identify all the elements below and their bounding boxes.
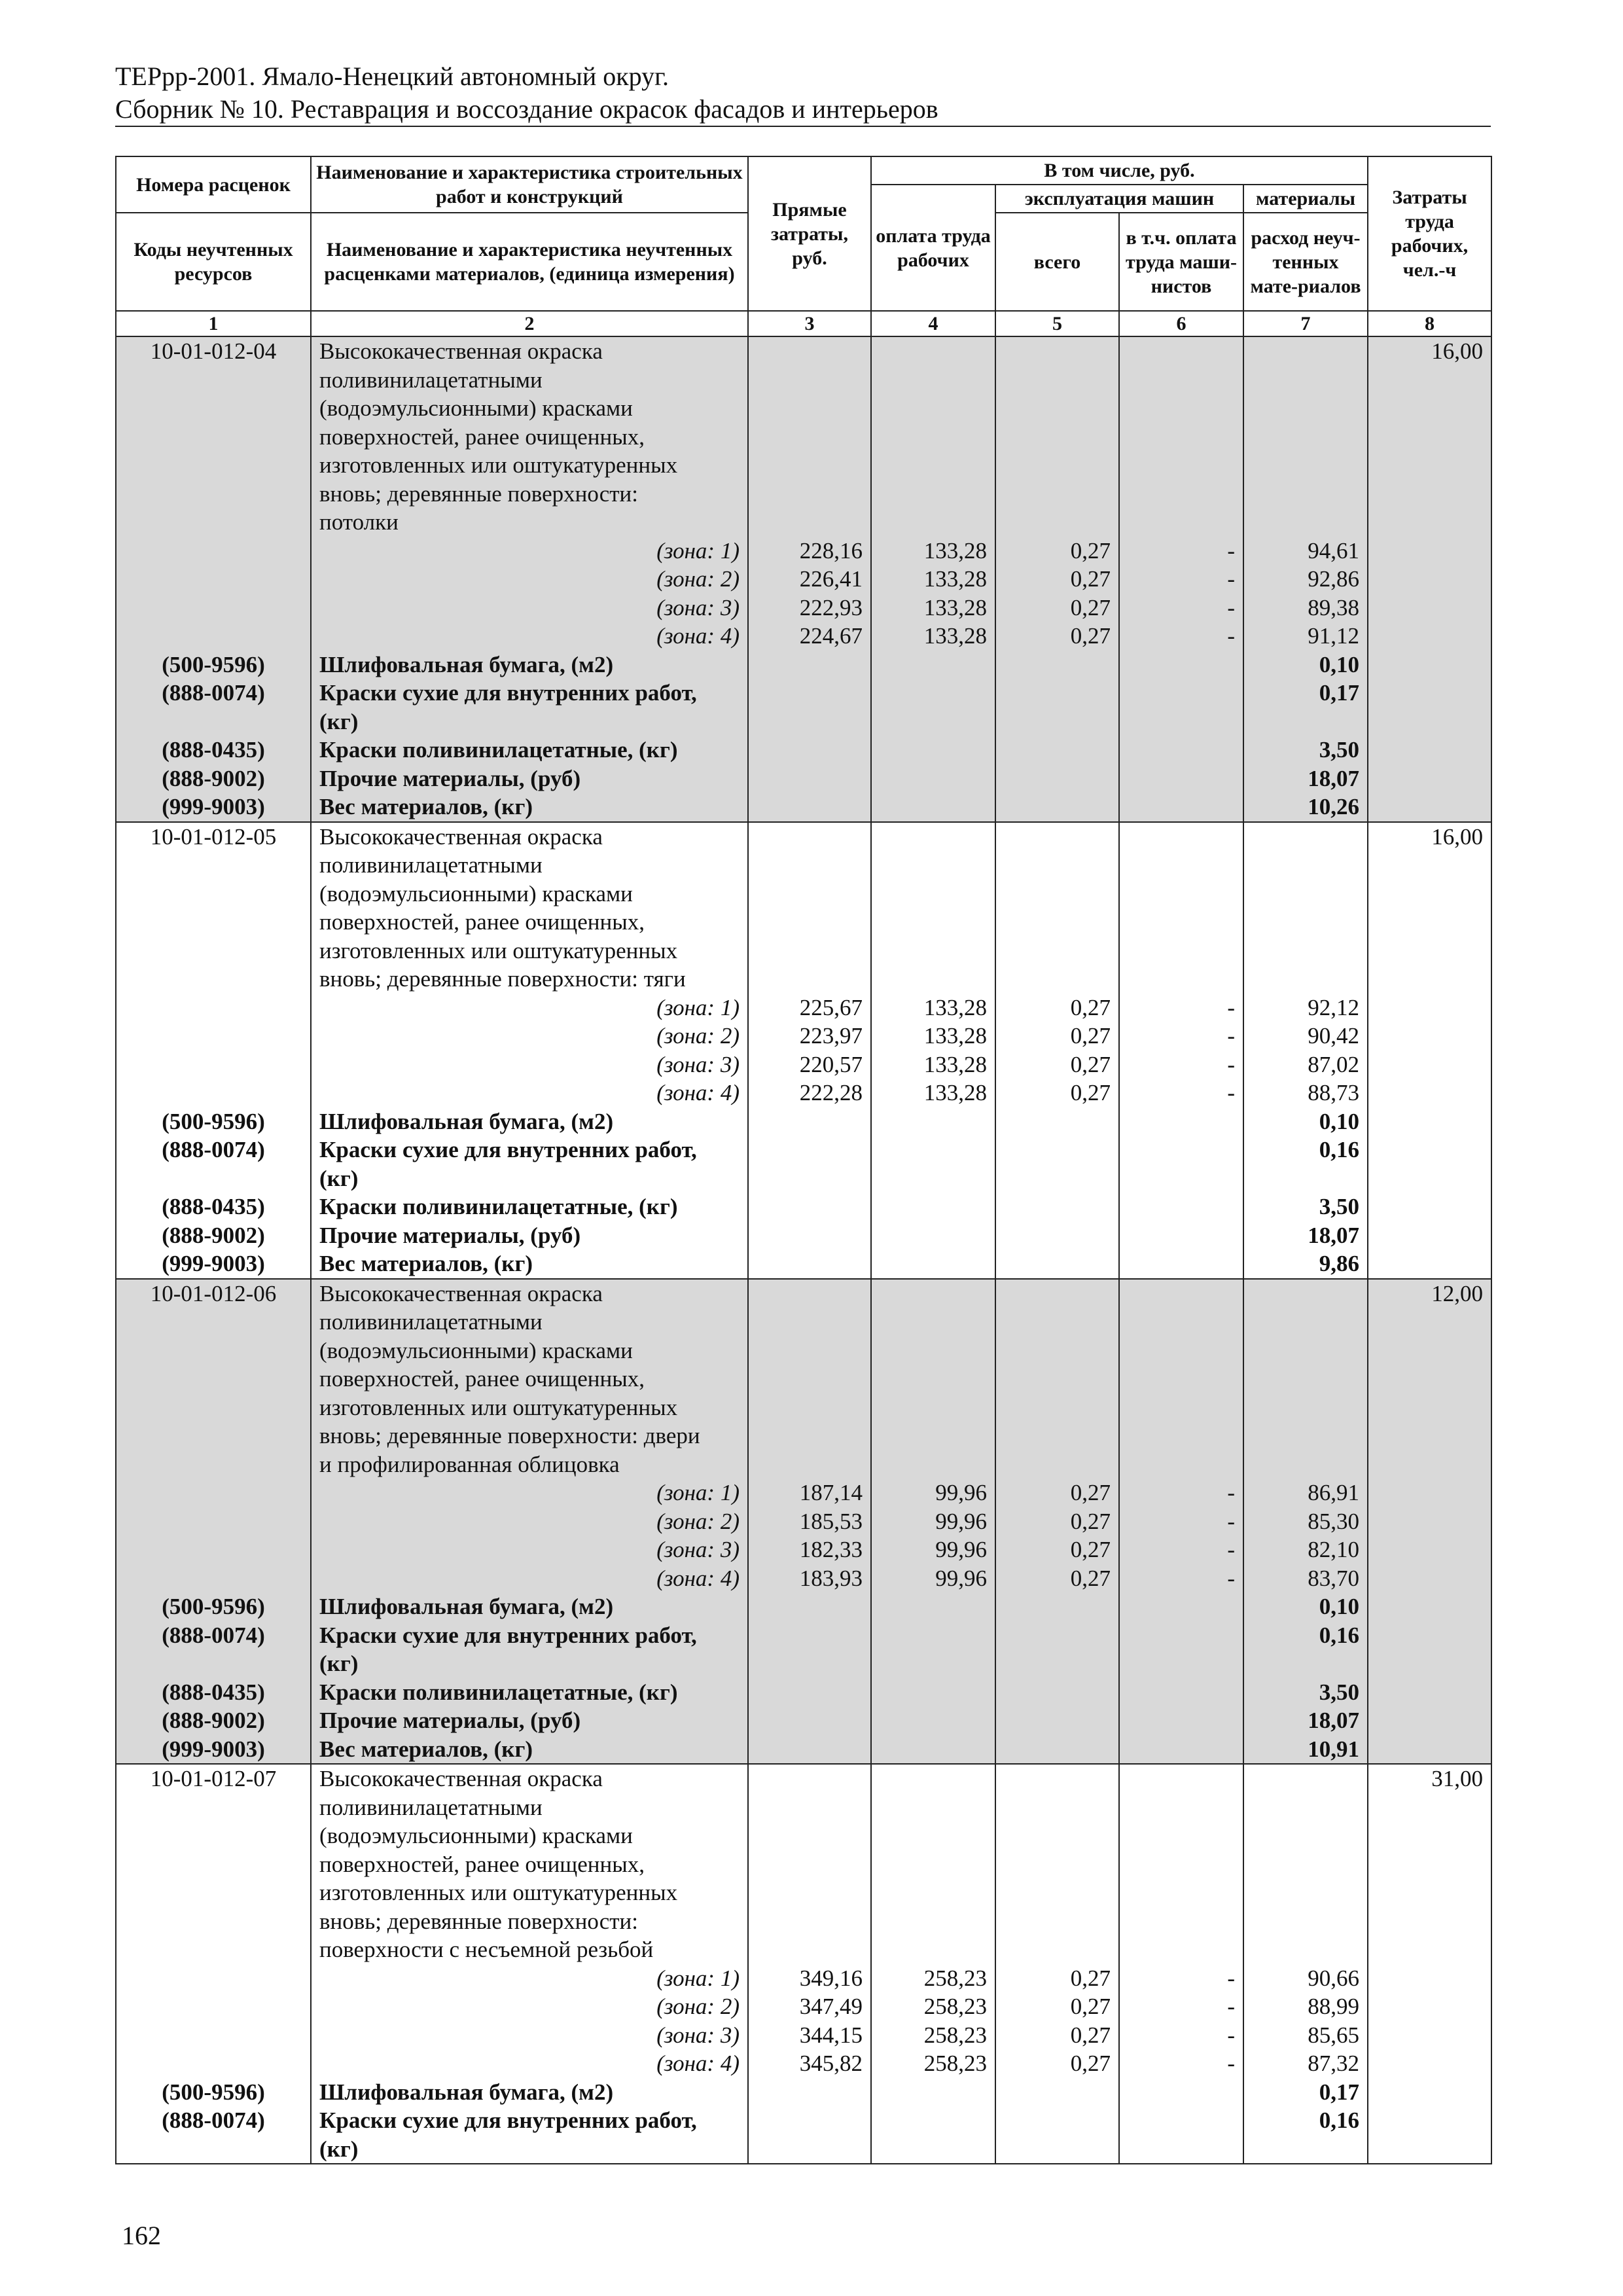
materials-cost: 88,99	[1243, 1992, 1368, 2021]
work-description-line: (водоэмульсионными) красками	[311, 880, 748, 908]
work-description-line: изготовленных или оштукатуренных	[311, 937, 748, 965]
work-description-row	[116, 1793, 1491, 1822]
rate-code: 10-01-012-05	[116, 822, 311, 852]
work-description-row	[116, 1365, 1491, 1393]
machinist-pay: -	[1119, 1964, 1243, 1993]
direct-costs: 185,53	[748, 1507, 871, 1536]
work-description-line: изготовленных или оштукатуренных	[311, 451, 748, 480]
work-description-row	[116, 822, 1491, 852]
zone-label: (зона: 3)	[311, 594, 748, 622]
zone-row	[116, 622, 1491, 651]
work-description-line: Высококачественная окраска	[311, 822, 748, 852]
resource-name: Прочие материалы, (руб)	[311, 764, 748, 793]
machines-total: 0,27	[995, 1535, 1119, 1564]
resource-consumption: 0,16	[1243, 1136, 1368, 1164]
machinist-pay: -	[1119, 994, 1243, 1022]
resource-consumption: 0,16	[1243, 1621, 1368, 1650]
header-rate-numbers: Номера расценок	[116, 156, 311, 213]
zone-label: (зона: 3)	[311, 2021, 748, 2050]
work-description-row	[116, 508, 1491, 537]
zone-label: (зона: 1)	[311, 1964, 748, 1993]
header-title: ТЕРрр-2001. Ямало-Ненецкий автономный округ.	[115, 62, 669, 91]
resource-code: (888-0074)	[116, 1136, 311, 1164]
work-description-line: поверхностей, ранее очищенных,	[311, 908, 748, 937]
resource-code: (500-9596)	[116, 2078, 311, 2107]
resource-consumption: 18,07	[1243, 764, 1368, 793]
materials-cost: 82,10	[1243, 1535, 1368, 1564]
work-description-row	[116, 880, 1491, 908]
rates-table	[115, 156, 1492, 2164]
header-machines-total: всего	[995, 213, 1119, 311]
work-description-line: вновь; деревянные поверхности: тяги	[311, 965, 748, 994]
resource-row	[116, 1107, 1491, 1136]
resource-row	[116, 1678, 1491, 1707]
materials-cost: 83,70	[1243, 1564, 1368, 1593]
resource-consumption: 9,86	[1243, 1249, 1368, 1279]
direct-costs: 182,33	[748, 1535, 871, 1564]
zone-label: (зона: 2)	[311, 1992, 748, 2021]
resource-consumption: 0,17	[1243, 2078, 1368, 2107]
work-description-line: поливинилацетатными	[311, 1308, 748, 1336]
direct-costs: 225,67	[748, 994, 871, 1022]
zone-row	[116, 594, 1491, 622]
resource-consumption: 0,10	[1243, 1592, 1368, 1621]
resource-code: (500-9596)	[116, 1107, 311, 1136]
machines-total: 0,27	[995, 1022, 1119, 1050]
resource-name: Краски поливинилацетатные, (кг)	[311, 1193, 748, 1221]
resource-row	[116, 1193, 1491, 1221]
machines-total: 0,27	[995, 1564, 1119, 1593]
materials-cost: 85,30	[1243, 1507, 1368, 1536]
materials-cost: 92,12	[1243, 994, 1368, 1022]
resource-row	[116, 1164, 1491, 1193]
labor-cost: 16,00	[1368, 336, 1491, 366]
header-rule	[115, 126, 1491, 127]
resource-code: (888-9002)	[116, 764, 311, 793]
materials-cost: 85,65	[1243, 2021, 1368, 2050]
labor-cost: 16,00	[1368, 822, 1491, 852]
worker-pay: 99,96	[871, 1564, 995, 1593]
direct-costs: 344,15	[748, 2021, 871, 2050]
machines-total: 0,27	[995, 1079, 1119, 1107]
work-description-line: Высококачественная окраска	[311, 336, 748, 366]
zone-row	[116, 2021, 1491, 2050]
worker-pay: 133,28	[871, 594, 995, 622]
resource-code: (500-9596)	[116, 651, 311, 679]
work-description-row	[116, 394, 1491, 423]
work-description-line: и профилированная облицовка	[311, 1450, 748, 1479]
resource-consumption: 0,16	[1243, 2106, 1368, 2135]
work-description-line: (водоэмульсионными) красками	[311, 1336, 748, 1365]
worker-pay: 258,23	[871, 1992, 995, 2021]
worker-pay: 99,96	[871, 1535, 995, 1564]
machinist-pay: -	[1119, 594, 1243, 622]
work-description-row	[116, 423, 1491, 452]
zone-label: (зона: 2)	[311, 1507, 748, 1536]
zone-row	[116, 994, 1491, 1022]
resource-row	[116, 651, 1491, 679]
machines-total: 0,27	[995, 2021, 1119, 2050]
work-description-line: Высококачественная окраска	[311, 1279, 748, 1308]
materials-cost: 91,12	[1243, 622, 1368, 651]
resource-consumption: 18,07	[1243, 1706, 1368, 1735]
resource-name: Прочие материалы, (руб)	[311, 1221, 748, 1250]
resource-name: Шлифовальная бумага, (м2)	[311, 651, 748, 679]
resource-code: (500-9596)	[116, 1592, 311, 1621]
worker-pay: 133,28	[871, 537, 995, 565]
resource-name: Вес материалов, (кг)	[311, 1735, 748, 1765]
resource-name: Краски сухие для внутренних работ,	[311, 2106, 748, 2135]
work-description-row	[116, 451, 1491, 480]
resource-code: (999-9003)	[116, 793, 311, 822]
work-description-row	[116, 937, 1491, 965]
zone-row	[116, 1022, 1491, 1050]
machines-total: 0,27	[995, 1964, 1119, 1993]
materials-cost: 92,86	[1243, 565, 1368, 594]
zone-row	[116, 1992, 1491, 2021]
work-description-line: поверхностей, ранее очищенных,	[311, 423, 748, 452]
resource-code: (888-0435)	[116, 1193, 311, 1221]
resource-name: Вес материалов, (кг)	[311, 1249, 748, 1279]
machines-total: 0,27	[995, 1479, 1119, 1507]
resource-row	[116, 679, 1491, 708]
work-description-row	[116, 1279, 1491, 1308]
machinist-pay: -	[1119, 1564, 1243, 1593]
direct-costs: 226,41	[748, 565, 871, 594]
work-description-row	[116, 851, 1491, 880]
col-number-3: 3	[748, 311, 871, 336]
work-description-line: вновь; деревянные поверхности:	[311, 1907, 748, 1936]
worker-pay: 133,28	[871, 994, 995, 1022]
work-description-line: поверхностей, ранее очищенных,	[311, 1850, 748, 1879]
header-materials: материалы	[1243, 185, 1368, 213]
machines-total: 0,27	[995, 1507, 1119, 1536]
machinist-pay: -	[1119, 565, 1243, 594]
work-description-line: поливинилацетатными	[311, 851, 748, 880]
work-description-row	[116, 908, 1491, 937]
resource-row	[116, 2078, 1491, 2107]
col-number-4: 4	[871, 311, 995, 336]
resource-row	[116, 1621, 1491, 1650]
zone-row	[116, 1079, 1491, 1107]
resource-name: Шлифовальная бумага, (м2)	[311, 1592, 748, 1621]
resource-row	[116, 1136, 1491, 1164]
work-description-line: (водоэмульсионными) красками	[311, 1821, 748, 1850]
zone-row	[116, 537, 1491, 565]
resource-row	[116, 1249, 1491, 1279]
work-description-row	[116, 1878, 1491, 1907]
worker-pay: 133,28	[871, 1079, 995, 1107]
resource-row	[116, 1592, 1491, 1621]
work-description-row	[116, 1764, 1491, 1793]
col-number-5: 5	[995, 311, 1119, 336]
resource-name: Краски сухие для внутренних работ,	[311, 1136, 748, 1164]
header-resource-codes: Коды неучтенных ресурсов	[116, 213, 311, 311]
materials-cost: 87,02	[1243, 1050, 1368, 1079]
zone-label: (зона: 3)	[311, 1050, 748, 1079]
resource-code: (888-0074)	[116, 2106, 311, 2135]
labor-cost: 12,00	[1368, 1279, 1491, 1308]
machines-total: 0,27	[995, 565, 1119, 594]
direct-costs: 222,28	[748, 1079, 871, 1107]
col-number-1: 1	[116, 311, 311, 336]
resource-consumption: 0,10	[1243, 1107, 1368, 1136]
resource-name: (кг)	[311, 708, 748, 736]
work-description-line: поливинилацетатными	[311, 366, 748, 395]
work-description-row	[116, 366, 1491, 395]
resource-row	[116, 736, 1491, 764]
direct-costs: 347,49	[748, 1992, 871, 2021]
resource-code: (888-9002)	[116, 1221, 311, 1250]
header-machines: эксплуатация машин	[995, 185, 1243, 213]
resource-row	[116, 1221, 1491, 1250]
machinist-pay: -	[1119, 622, 1243, 651]
header-material-names: Наименование и характеристика неучтенных расценками материалов, (единица измерения)	[311, 213, 748, 311]
work-description-row	[116, 1821, 1491, 1850]
rate-block	[116, 1279, 1491, 1765]
worker-pay: 258,23	[871, 1964, 995, 1993]
work-description-row	[116, 1336, 1491, 1365]
machines-total: 0,27	[995, 594, 1119, 622]
direct-costs: 222,93	[748, 594, 871, 622]
machinist-pay: -	[1119, 1050, 1243, 1079]
resource-name: Шлифовальная бумага, (м2)	[311, 2078, 748, 2107]
zone-label: (зона: 1)	[311, 537, 748, 565]
work-description-line: (водоэмульсионными) красками	[311, 394, 748, 423]
work-description-row	[116, 1450, 1491, 1479]
resource-code: (888-9002)	[116, 1706, 311, 1735]
resource-name: Краски сухие для внутренних работ,	[311, 1621, 748, 1650]
machinist-pay: -	[1119, 1479, 1243, 1507]
header-worker-pay: оплата труда рабочих	[871, 185, 995, 311]
resource-row	[116, 1735, 1491, 1765]
zone-label: (зона: 4)	[311, 2049, 748, 2078]
zone-row	[116, 1479, 1491, 1507]
resource-name: Краски поливинилацетатные, (кг)	[311, 736, 748, 764]
work-description-line: изготовленных или оштукатуренных	[311, 1393, 748, 1422]
zone-row	[116, 1050, 1491, 1079]
resource-row	[116, 708, 1491, 736]
resource-consumption: 0,10	[1243, 651, 1368, 679]
direct-costs: 223,97	[748, 1022, 871, 1050]
work-description-line: изготовленных или оштукатуренных	[311, 1878, 748, 1907]
zone-label: (зона: 3)	[311, 1535, 748, 1564]
work-description-line: потолки	[311, 508, 748, 537]
resource-name: Прочие материалы, (руб)	[311, 1706, 748, 1735]
direct-costs: 349,16	[748, 1964, 871, 1993]
labor-cost: 31,00	[1368, 1764, 1491, 1793]
work-description-row	[116, 1850, 1491, 1879]
direct-costs: 345,82	[748, 2049, 871, 2078]
direct-costs: 220,57	[748, 1050, 871, 1079]
header-subtitle: Сборник № 10. Реставрация и воссоздание окрасок фасадов и интерьеров	[115, 94, 938, 124]
resource-row	[116, 2135, 1491, 2164]
header-machinist-pay: в т.ч. оплата труда маши-нистов	[1119, 213, 1243, 311]
work-description-line: вновь; деревянные поверхности:	[311, 480, 748, 509]
resource-name: (кг)	[311, 1649, 748, 1678]
resource-code: (888-0074)	[116, 679, 311, 708]
resource-name: Краски поливинилацетатные, (кг)	[311, 1678, 748, 1707]
direct-costs: 224,67	[748, 622, 871, 651]
header-direct-costs: Прямые затраты, руб.	[748, 156, 871, 311]
worker-pay: 133,28	[871, 622, 995, 651]
materials-cost: 90,42	[1243, 1022, 1368, 1050]
work-description-row	[116, 1935, 1491, 1964]
machines-total: 0,27	[995, 994, 1119, 1022]
direct-costs: 187,14	[748, 1479, 871, 1507]
resource-code: (888-0074)	[116, 1621, 311, 1650]
work-description-line: вновь; деревянные поверхности: двери	[311, 1422, 748, 1450]
materials-cost: 89,38	[1243, 594, 1368, 622]
worker-pay: 133,28	[871, 1050, 995, 1079]
zone-row	[116, 565, 1491, 594]
zone-label: (зона: 4)	[311, 1564, 748, 1593]
resource-consumption: 3,50	[1243, 736, 1368, 764]
machinist-pay: -	[1119, 1022, 1243, 1050]
resource-row	[116, 764, 1491, 793]
resource-consumption: 3,50	[1243, 1193, 1368, 1221]
zone-label: (зона: 4)	[311, 622, 748, 651]
zone-label: (зона: 2)	[311, 565, 748, 594]
resource-code: (999-9003)	[116, 1735, 311, 1765]
worker-pay: 133,28	[871, 1022, 995, 1050]
rate-block	[116, 336, 1491, 822]
materials-cost: 88,73	[1243, 1079, 1368, 1107]
materials-cost: 87,32	[1243, 2049, 1368, 2078]
work-description-row	[116, 1422, 1491, 1450]
work-description-line: поверхностей, ранее очищенных,	[311, 1365, 748, 1393]
resource-consumption: 10,26	[1243, 793, 1368, 822]
zone-label: (зона: 4)	[311, 1079, 748, 1107]
resource-consumption: 18,07	[1243, 1221, 1368, 1250]
resource-name: Шлифовальная бумага, (м2)	[311, 1107, 748, 1136]
worker-pay: 99,96	[871, 1479, 995, 1507]
resource-name: Вес материалов, (кг)	[311, 793, 748, 822]
resource-consumption: 10,91	[1243, 1735, 1368, 1765]
zone-label: (зона: 1)	[311, 1479, 748, 1507]
work-description-row	[116, 965, 1491, 994]
rate-code: 10-01-012-06	[116, 1279, 311, 1308]
work-description-line: Высококачественная окраска	[311, 1764, 748, 1793]
col-number-6: 6	[1119, 311, 1243, 336]
zone-label: (зона: 2)	[311, 1022, 748, 1050]
work-description-row	[116, 336, 1491, 366]
materials-cost: 90,66	[1243, 1964, 1368, 1993]
worker-pay: 258,23	[871, 2021, 995, 2050]
zone-label: (зона: 1)	[311, 994, 748, 1022]
resource-row	[116, 2106, 1491, 2135]
resource-name: (кг)	[311, 2135, 748, 2164]
machines-total: 0,27	[995, 1992, 1119, 2021]
col-number-8: 8	[1368, 311, 1491, 336]
materials-cost: 94,61	[1243, 537, 1368, 565]
resource-consumption: 3,50	[1243, 1678, 1368, 1707]
machinist-pay: -	[1119, 537, 1243, 565]
work-description-row	[116, 1393, 1491, 1422]
work-description-line: поверхности с несъемной резьбой	[311, 1935, 748, 1964]
machines-total: 0,27	[995, 1050, 1119, 1079]
zone-row	[116, 1564, 1491, 1593]
direct-costs: 228,16	[748, 537, 871, 565]
machines-total: 0,27	[995, 537, 1119, 565]
machinist-pay: -	[1119, 1507, 1243, 1536]
resource-row	[116, 1706, 1491, 1735]
zone-row	[116, 1964, 1491, 1993]
materials-cost: 86,91	[1243, 1479, 1368, 1507]
page-number: 162	[122, 2221, 161, 2250]
machinist-pay: -	[1119, 2021, 1243, 2050]
zone-row	[116, 1535, 1491, 1564]
rate-block	[116, 822, 1491, 1279]
resource-name: Краски сухие для внутренних работ,	[311, 679, 748, 708]
machinist-pay: -	[1119, 1992, 1243, 2021]
col-number-7: 7	[1243, 311, 1368, 336]
resource-row	[116, 1649, 1491, 1678]
machines-total: 0,27	[995, 2049, 1119, 2078]
resource-row	[116, 793, 1491, 822]
rate-code: 10-01-012-04	[116, 336, 311, 366]
worker-pay: 258,23	[871, 2049, 995, 2078]
rate-code: 10-01-012-07	[116, 1764, 311, 1793]
header-including: В том числе, руб.	[871, 156, 1368, 185]
header-labor-costs: Затраты труда рабочих, чел.-ч	[1368, 156, 1491, 311]
direct-costs: 183,93	[748, 1564, 871, 1593]
resource-name: (кг)	[311, 1164, 748, 1193]
worker-pay: 133,28	[871, 565, 995, 594]
zone-row	[116, 1507, 1491, 1536]
resource-code: (888-0435)	[116, 736, 311, 764]
col-number-2: 2	[311, 311, 748, 336]
zone-row	[116, 2049, 1491, 2078]
resource-code: (999-9003)	[116, 1249, 311, 1279]
work-description-row	[116, 1907, 1491, 1936]
work-description-row	[116, 1308, 1491, 1336]
resource-code: (888-0435)	[116, 1678, 311, 1707]
work-description-row	[116, 480, 1491, 509]
resource-consumption: 0,17	[1243, 679, 1368, 708]
worker-pay: 99,96	[871, 1507, 995, 1536]
document-header	[115, 60, 1489, 126]
machinist-pay: -	[1119, 1079, 1243, 1107]
header-work-name: Наименование и характеристика строительных работ и конструкций	[311, 156, 748, 213]
rate-block	[116, 1764, 1491, 2164]
machinist-pay: -	[1119, 1535, 1243, 1564]
table-header	[116, 156, 1491, 336]
header-material-consumption: расход неуч-тенных мате-риалов	[1243, 213, 1368, 311]
machinist-pay: -	[1119, 2049, 1243, 2078]
work-description-line: поливинилацетатными	[311, 1793, 748, 1822]
machines-total: 0,27	[995, 622, 1119, 651]
